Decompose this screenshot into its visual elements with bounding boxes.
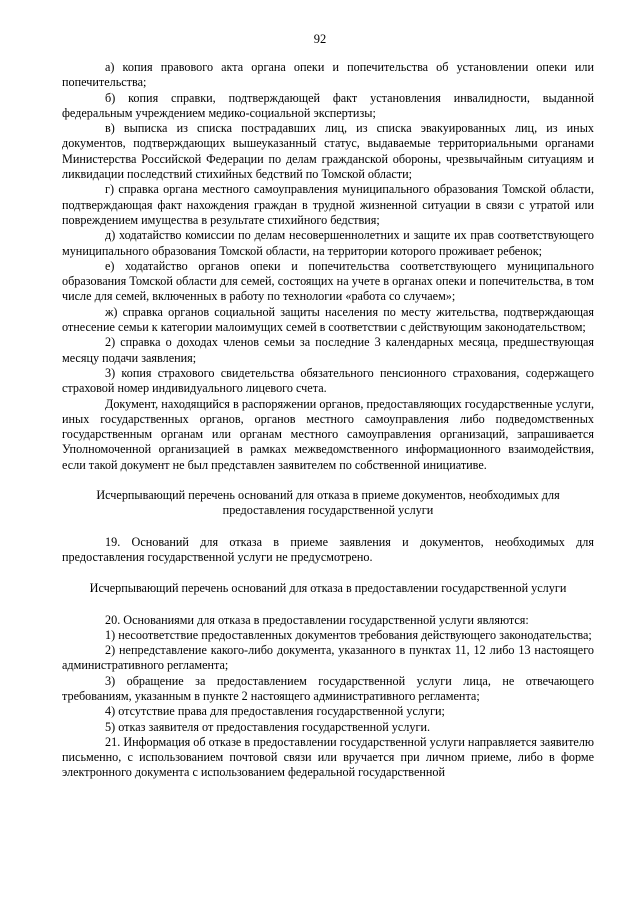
paragraph-g: г) справка органа местного самоуправления муниципального образования Томской области, подтверждающая факт нахождения граждан в трудной жизненной ситуации в связи с утратой или повреждением имущества в результате стихийного бедствия; — [62, 182, 594, 227]
document-body — [62, 60, 594, 781]
paragraph-20-5: 5) отказ заявителя от предоставления государственной услуги. — [105, 719, 431, 734]
section-heading-refusal-acceptance: Исчерпывающий перечень оснований для отказа в приеме документов, необходимых для предоставления государственной услуги — [96, 488, 560, 518]
page-number: 92 — [313, 32, 327, 46]
paragraph-v: в) выписка из списка пострадавших лиц, из списка эвакуированных лиц, из иных документов, подтверждающих вышеуказанный статус, выдаваемые территориальными органами Министерства Российской Федерации по делам гражданской обороны, чрезвычайным ситуациям и ликвидации последствий стихийных бедствий по Томской области; — [62, 121, 594, 182]
paragraph-e: е) ходатайство органов опеки и попечительства соответствующего муниципального образования Томской области для семей, состоящих на учете в органах опеки и попечительства, в том числе для семей, включенных в работу по технологии «работа со случаем»; — [62, 258, 594, 304]
paragraph-d: д) ходатайство комиссии по делам несовершеннолетних и защите их прав соответствующего муниципального образования Томской области, на территории которого проживает ребенок; — [62, 228, 594, 258]
paragraph-20: 20. Основаниями для отказа в предоставлении государственной услуги являются: — [105, 612, 529, 627]
paragraph-20-1: 1) несоответствие предоставленных документов требования действующего законодательства; — [105, 627, 592, 642]
paragraph-a: а) копия правового акта органа опеки и попечительства об установлении опеки или попечительства; — [62, 60, 594, 90]
paragraph-zh: ж) справка органов социальной защиты населения по месту жительства, подтверждающая отнесение семьи к категории малоимущих семей в соответствии с действующим законодательством; — [62, 304, 594, 335]
section-heading-refusal-service: Исчерпывающий перечень оснований для отказа в предоставлении государственной услуги — [89, 581, 567, 596]
paragraph-2: 2) справка о доходах членов семьи за последние 3 календарных месяца, предшествующая месяцу подачи заявления; — [62, 335, 594, 365]
paragraph-20-2: 2) непредставление какого-либо документа, указанного в пунктах 11, 12 либо 13 настоящего административного регламента; — [62, 643, 594, 673]
paragraph-document: Документ, находящийся в распоряжении органов, предоставляющих государственные услуги, иных государственных органов, органов местного самоуправления либо подведомственных государственным органам или органам местного самоуправления организаций, запрашивается Уполномоченной организацией в рамках межведомственного информационного взаимодействия, если такой документ не был представлен заявителем по собственной инициативе. — [62, 396, 594, 472]
paragraph-b: б) копия справки, подтверждающей факт установления инвалидности, выданной федеральным учреждением медико-социальной экспертизы; — [62, 90, 594, 120]
paragraph-3: 3) копия страхового свидетельства обязательного пенсионного страхования, содержащего страховой номер индивидуального лицевого счета. — [62, 365, 594, 396]
paragraph-21: 21. Информация об отказе в предоставлении государственной услуги направляется заявителю письменно, с использованием почтовой связи или вручается при личном приеме, либо в форме электронного документа с использованием федеральной государственной — [62, 734, 594, 780]
paragraph-19: 19. Оснований для отказа в приеме заявления и документов, необходимых для предоставления государственной услуги не предусмотрено. — [62, 534, 594, 564]
paragraph-20-4: 4) отсутствие права для предоставления государственной услуги; — [105, 704, 445, 719]
paragraph-20-3: 3) обращение за предоставлением государственной услуги лица, не отвечающего требованиям, указанным в пункте 2 настоящего административного регламента; — [62, 673, 594, 703]
